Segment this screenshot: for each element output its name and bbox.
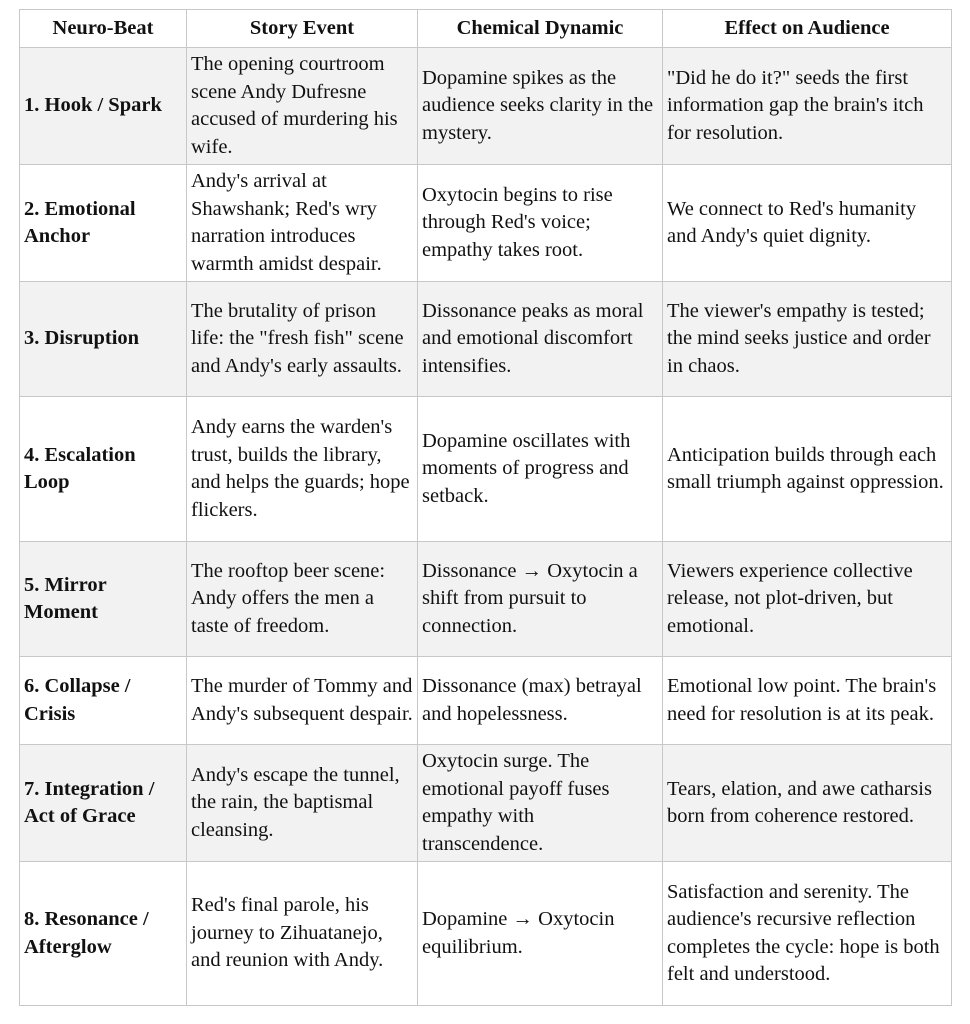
- beat-cell: 7. Integration / Act of Grace: [20, 745, 187, 862]
- story-event-cell: Andy's escape the tunnel, the rain, the baptismal cleansing.: [187, 745, 418, 862]
- header-neuro-beat: Neuro-Beat: [20, 10, 187, 48]
- effect-cell: Viewers experience collective release, not plot-driven, but emotional.: [663, 542, 952, 657]
- effect-cell: We connect to Red's humanity and Andy's quiet dignity.: [663, 165, 952, 282]
- beat-cell: 1. Hook / Spark: [20, 48, 187, 165]
- story-event-cell: The murder of Tommy and Andy's subsequent despair.: [187, 657, 418, 745]
- table-header: [20, 10, 952, 48]
- story-event-cell: The brutality of prison life: the "fresh fish" scene and Andy's early assaults.: [187, 282, 418, 397]
- header-story-event: Story Event: [187, 10, 418, 48]
- beat-cell: 8. Resonance / Afterglow: [20, 862, 187, 1006]
- effect-cell: The viewer's empathy is tested; the mind seeks justice and order in chaos.: [663, 282, 952, 397]
- chemical-dynamic-cell: Dopamine oscillates with moments of progress and setback.: [418, 397, 663, 542]
- effect-cell: "Did he do it?" seeds the first information gap the brain's itch for resolution.: [663, 48, 952, 165]
- beat-cell: 2. Emotional Anchor: [20, 165, 187, 282]
- chemical-dynamic-cell: Oxytocin begins to rise through Red's voice; empathy takes root.: [418, 165, 663, 282]
- table-row: [20, 397, 952, 542]
- effect-cell: Satisfaction and serenity. The audience's recursive reflection completes the cycle: hope is both felt and understood.: [663, 862, 952, 1006]
- effect-cell: Tears, elation, and awe catharsis born from coherence restored.: [663, 745, 952, 862]
- table-row: [20, 745, 952, 862]
- story-event-cell: The opening courtroom scene Andy Dufresne accused of murdering his wife.: [187, 48, 418, 165]
- story-event-cell: Red's final parole, his journey to Zihuatanejo, and reunion with Andy.: [187, 862, 418, 1006]
- effect-cell: Emotional low point. The brain's need for resolution is at its peak.: [663, 657, 952, 745]
- chemical-dynamic-cell: Dopamine → Oxytocin equilibrium.: [418, 862, 663, 1006]
- chemical-dynamic-cell: Dissonance peaks as moral and emotional discomfort intensifies.: [418, 282, 663, 397]
- story-event-cell: Andy's arrival at Shawshank; Red's wry narration introduces warmth amidst despair.: [187, 165, 418, 282]
- table-row: [20, 862, 952, 1006]
- table-row: [20, 542, 952, 657]
- header-effect-on-audience: Effect on Audience: [663, 10, 952, 48]
- table-body: [20, 48, 952, 1006]
- table-row: [20, 48, 952, 165]
- chemical-dynamic-cell: Dissonance → Oxytocin a shift from pursuit to connection.: [418, 542, 663, 657]
- effect-cell: Anticipation builds through each small triumph against oppression.: [663, 397, 952, 542]
- chemical-dynamic-cell: Oxytocin surge. The emotional payoff fuses empathy with transcendence.: [418, 745, 663, 862]
- beat-cell: 5. Mirror Moment: [20, 542, 187, 657]
- story-event-cell: The rooftop beer scene: Andy offers the men a taste of freedom.: [187, 542, 418, 657]
- table-row: [20, 657, 952, 745]
- beat-cell: 3. Disruption: [20, 282, 187, 397]
- table-row: [20, 165, 952, 282]
- chemical-dynamic-cell: Dopamine spikes as the audience seeks clarity in the mystery.: [418, 48, 663, 165]
- table-row: [20, 282, 952, 397]
- beat-cell: 4. Escalation Loop: [20, 397, 187, 542]
- neuro-beat-table: [19, 9, 952, 1006]
- header-chemical-dynamic: Chemical Dynamic: [418, 10, 663, 48]
- chemical-dynamic-cell: Dissonance (max) betrayal and hopelessness.: [418, 657, 663, 745]
- story-event-cell: Andy earns the warden's trust, builds the library, and helps the guards; hope flickers.: [187, 397, 418, 542]
- beat-cell: 6. Collapse / Crisis: [20, 657, 187, 745]
- header-row: [20, 10, 952, 48]
